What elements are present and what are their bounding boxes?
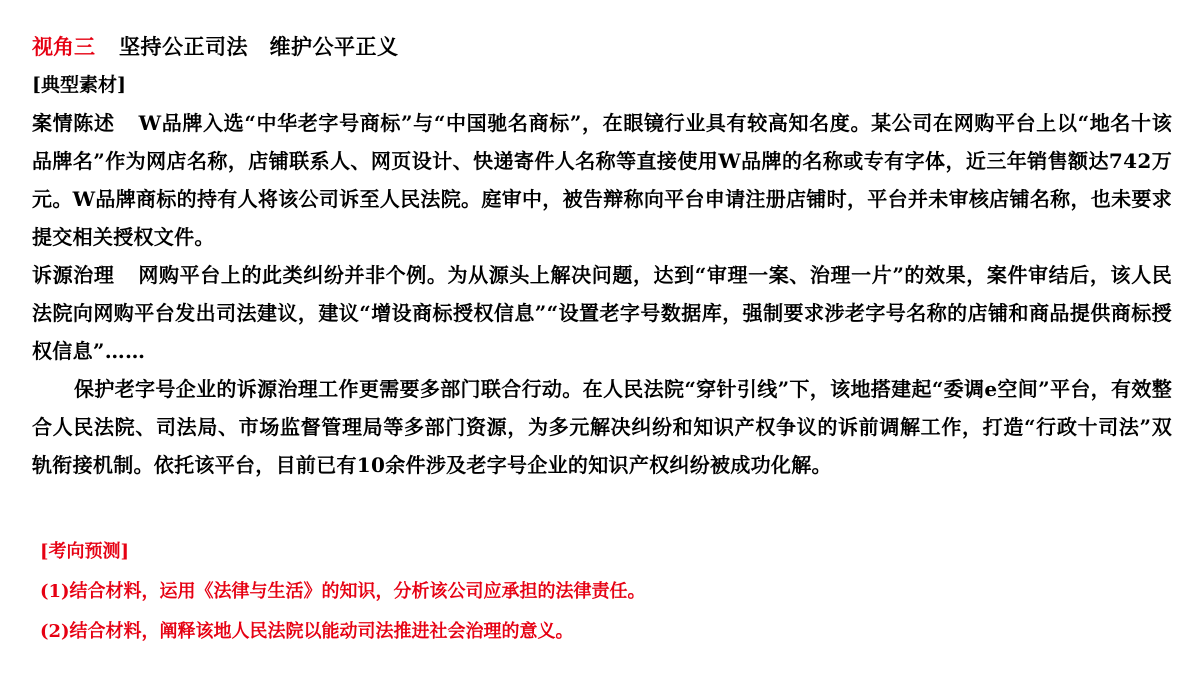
governance-tag: 诉源治理 [32,263,115,287]
perspective-label: 视角三 [32,35,95,59]
case-tag: 案情陈述 [32,111,115,135]
perspective-title: 坚持公正司法 维护公平正义 [119,35,399,59]
material-heading: [典型素材] [32,74,126,96]
section-heading [32,31,399,61]
forecast-heading: [考向预测] [40,541,130,562]
question-2: (2)结合材料，阐释该地人民法院以能动司法推进社会治理的意义。 [40,621,574,642]
material-body [32,104,1172,484]
case-text: W品牌入选“中华老字号商标”与“中国驰名商标”，在眼镜行业具有较高知名度。某公司在网购平台上以“地名十该品牌名”作为网店名称，店铺联系人、网页设计、快递寄件人名称等直接使用W品牌的名称或专有字体，近三年销售额达742万元。W品牌商标的持有人将该公司诉至人民法院。庭审中，被告辩称向平台申请注册店铺时，平台并未审核店铺名称，也未要求提交相关授权文件。 [32,111,1172,249]
question-1: (1)结合材料，运用《法律与生活》的知识，分析该公司应承担的法律责任。 [40,581,646,602]
governance-paragraph-2: 保护老字号企业的诉源治理工作更需要多部门联合行动。在人民法院“穿针引线”下，该地搭建起“委调e空间”平台，有效整合人民法院、司法局、市场监督管理局等多部门资源，为多元解决纠纷和知识产权争议的诉前调解工作，打造“行政十司法”双轨衔接机制。依托该平台，目前已有10余件涉及老字号企业的知识产权纠纷被成功化解。 [32,377,1172,477]
forecast-section [40,540,1160,652]
governance-paragraph [32,256,1172,370]
case-paragraph [32,104,1172,256]
governance-text: 网购平台上的此类纠纷并非个例。为从源头上解决问题，达到“审理一案、治理一片”的效果，案件审结后，该人民法院向网购平台发出司法建议，建议“增设商标授权信息”“设置老字号数据库，强制要求涉老字号名称的店铺和商品提供商标授权信息”…… [32,263,1172,363]
